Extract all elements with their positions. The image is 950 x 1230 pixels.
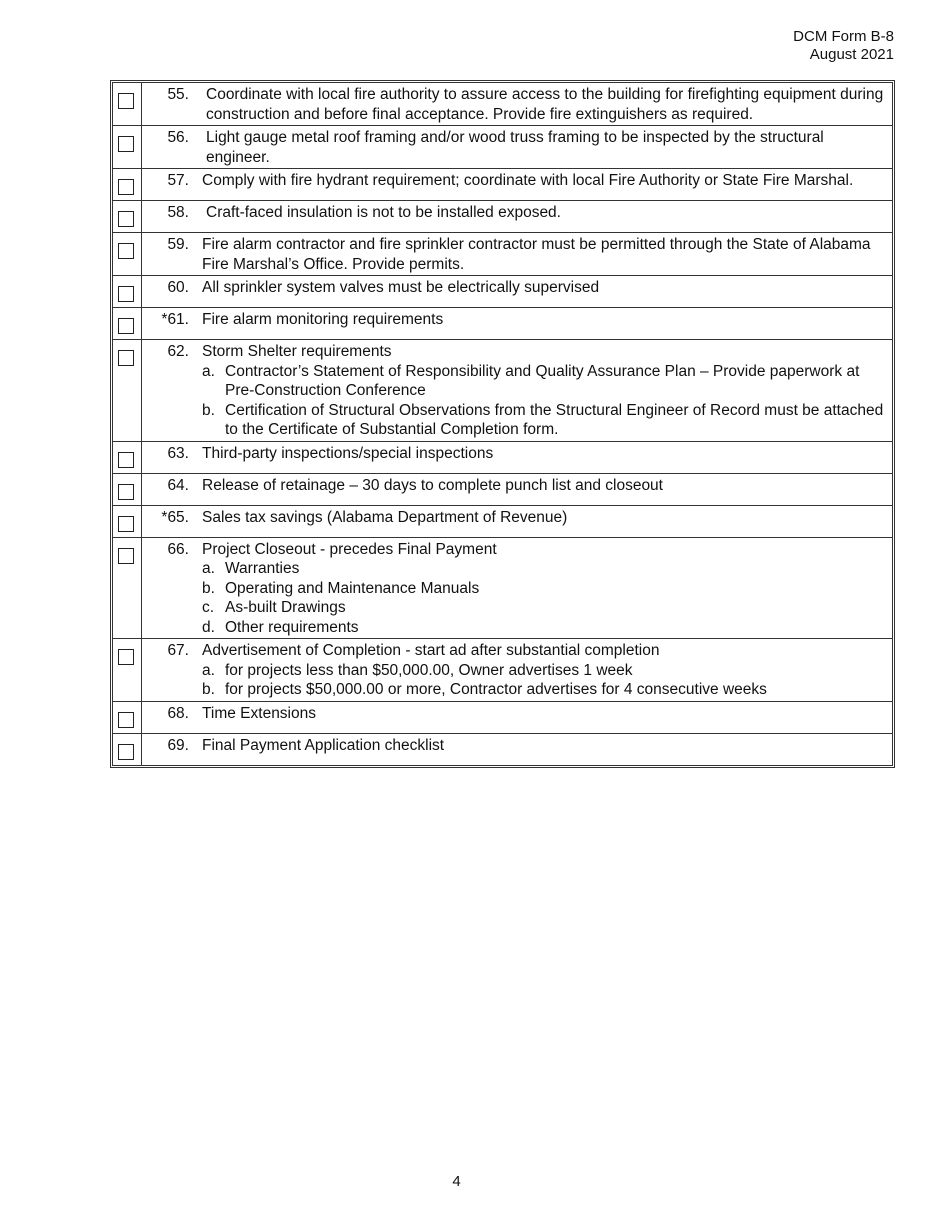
checkbox[interactable]: [118, 516, 134, 532]
checklist-row: [113, 201, 892, 233]
item-body: [202, 540, 886, 638]
item-cell: [142, 442, 892, 473]
checklist-row: [113, 734, 892, 765]
item-number: 69.: [167, 736, 189, 754]
sub-item-text: As-built Drawings: [225, 599, 346, 616]
checklist-row: [113, 340, 892, 442]
sub-item-text: for projects $50,000.00 or more, Contractor advertises for 4 consecutive weeks: [225, 681, 767, 698]
checkbox[interactable]: [118, 649, 134, 665]
checklist-row: [113, 506, 892, 538]
checklist-row: [113, 233, 892, 276]
item-body: [206, 85, 886, 124]
sub-item-letter: b.: [202, 681, 215, 698]
sub-item-letter: b.: [202, 579, 215, 597]
checkbox-cell: [113, 308, 142, 339]
item-number: 58.: [167, 204, 189, 221]
item-text: All sprinkler system valves must be electrically supervised: [202, 279, 600, 296]
checklist-row: [113, 442, 892, 474]
sub-item-text: Contractor’s Statement of Responsibility and Quality Assurance Plan – Provide paperwork at Pre-Construction Conference: [225, 362, 860, 399]
item-text: Final Payment Application checklist: [202, 736, 445, 754]
sub-item-letter: b.: [202, 401, 215, 419]
checkbox[interactable]: [118, 452, 134, 468]
item-number: 62.: [167, 343, 189, 360]
checklist-table: [110, 80, 895, 768]
item-text: Release of retainage – 30 days to complete punch list and closeout: [202, 476, 663, 494]
checklist-row: [113, 126, 892, 169]
checkbox[interactable]: [118, 548, 134, 564]
item-number: 67.: [167, 642, 189, 659]
item-body: [206, 128, 886, 167]
checkbox[interactable]: [118, 350, 134, 366]
item-cell: [142, 169, 892, 200]
item-text: Fire alarm contractor and fire sprinkler contractor must be permitted through the State of Alabama Fire Marshal’s Office. Provide permits.: [202, 236, 871, 273]
checkbox-cell: [113, 702, 142, 733]
item-cell: [142, 474, 892, 505]
item-cell: [142, 276, 892, 307]
item-body: [202, 736, 886, 764]
item-body: [202, 235, 886, 274]
item-number: 63.: [167, 444, 189, 462]
sub-item-letter: a.: [202, 661, 215, 679]
item-text: Time Extensions: [202, 704, 316, 722]
checkbox[interactable]: [118, 243, 134, 259]
item-number: 55.: [167, 86, 189, 103]
checkbox[interactable]: [118, 136, 134, 152]
item-body: [206, 203, 886, 231]
item-cell: [142, 126, 892, 168]
checkbox-cell: [113, 734, 142, 765]
sub-item: [202, 362, 886, 401]
checklist-row: [113, 276, 892, 308]
checklist-row: [113, 538, 892, 640]
sub-item-text: Other requirements: [225, 618, 359, 636]
checkbox[interactable]: [118, 744, 134, 760]
item-number: 60.: [167, 279, 189, 296]
checkbox[interactable]: [118, 286, 134, 302]
item-body: [202, 476, 886, 504]
checkbox-cell: [113, 639, 142, 701]
checklist-row: [113, 474, 892, 506]
checkbox[interactable]: [118, 179, 134, 195]
checklist-row: [113, 169, 892, 201]
item-number: 56.: [167, 129, 189, 146]
item-number: *61.: [161, 311, 189, 328]
checkbox-cell: [113, 442, 142, 473]
item-number: 66.: [167, 540, 189, 558]
checklist-row: [113, 83, 892, 126]
sub-item: [202, 598, 886, 618]
checkbox[interactable]: [118, 211, 134, 227]
item-cell: [142, 340, 892, 441]
item-body: [202, 342, 886, 440]
sub-item-letter: d.: [202, 618, 215, 636]
sub-item-text: Warranties: [225, 560, 300, 577]
item-body: [202, 278, 886, 306]
item-cell: [142, 308, 892, 339]
item-cell: [142, 538, 892, 639]
checkbox[interactable]: [118, 484, 134, 500]
item-text: Advertisement of Completion - start ad after substantial completion: [202, 642, 660, 659]
sub-item-letter: c.: [202, 599, 215, 616]
sub-item: [202, 618, 886, 638]
item-cell: [142, 702, 892, 733]
checkbox-cell: [113, 169, 142, 200]
sub-item-letter: a.: [202, 362, 215, 380]
checkbox-cell: [113, 233, 142, 275]
item-text: Craft-faced insulation is not to be installed exposed.: [206, 204, 561, 221]
checklist-row: [113, 702, 892, 734]
item-cell: [142, 233, 892, 275]
item-number: 68.: [167, 704, 189, 722]
item-cell: [142, 83, 892, 125]
item-cell: [142, 201, 892, 232]
sub-item-text: Certification of Structural Observations from the Structural Engineer of Record must be attached to the Certificate of Substantial Completion form.: [225, 401, 884, 438]
item-text: Fire alarm monitoring requirements: [202, 311, 444, 328]
item-body: [202, 704, 886, 732]
item-number: *65.: [161, 508, 189, 526]
item-text: Third-party inspections/special inspections: [202, 444, 494, 462]
item-number: 59.: [167, 236, 189, 253]
checkbox-cell: [113, 538, 142, 639]
form-id: DCM Form B-8: [793, 28, 894, 45]
checkbox-cell: [113, 340, 142, 441]
checklist-row: [113, 308, 892, 340]
item-text: Sales tax savings (Alabama Department of Revenue): [202, 508, 568, 526]
item-body: [202, 310, 886, 338]
form-date: August 2021: [809, 46, 894, 63]
item-body: [202, 444, 886, 472]
checkbox-cell: [113, 83, 142, 125]
form-header: [793, 28, 894, 64]
item-text: Project Closeout - precedes Final Payment: [202, 540, 497, 558]
checkbox-cell: [113, 506, 142, 537]
item-number: 57.: [167, 172, 189, 189]
page-number: 4: [452, 1173, 461, 1190]
sub-item-text: Operating and Maintenance Manuals: [225, 579, 480, 597]
checkbox[interactable]: [118, 712, 134, 728]
sub-item-text: for projects less than $50,000.00, Owner advertises 1 week: [225, 661, 633, 679]
checkbox-cell: [113, 126, 142, 168]
item-cell: [142, 734, 892, 765]
sub-item: [202, 559, 886, 579]
item-body: [202, 641, 886, 700]
item-cell: [142, 506, 892, 537]
checkbox[interactable]: [118, 318, 134, 334]
sub-item: [202, 661, 886, 681]
checkbox-cell: [113, 474, 142, 505]
item-body: [202, 508, 886, 536]
checkbox[interactable]: [118, 93, 134, 109]
item-body: [202, 171, 886, 199]
item-text: Storm Shelter requirements: [202, 343, 392, 360]
item-cell: [142, 639, 892, 701]
item-number: 64.: [167, 476, 189, 494]
checklist-row: [113, 639, 892, 702]
sub-item: [202, 401, 886, 440]
sub-item: [202, 680, 886, 700]
checkbox-cell: [113, 276, 142, 307]
item-text: Coordinate with local fire authority to assure access to the building for firefighting equipment during construction and before final acceptance. Provide fire extinguishers as required.: [206, 86, 884, 123]
sub-item-letter: a.: [202, 560, 215, 577]
checkbox-cell: [113, 201, 142, 232]
item-text: Comply with fire hydrant requirement; coordinate with local Fire Authority or State Fire Marshal.: [202, 172, 854, 189]
item-text: Light gauge metal roof framing and/or wood truss framing to be inspected by the structural engineer.: [206, 129, 824, 166]
sub-item: [202, 579, 886, 599]
